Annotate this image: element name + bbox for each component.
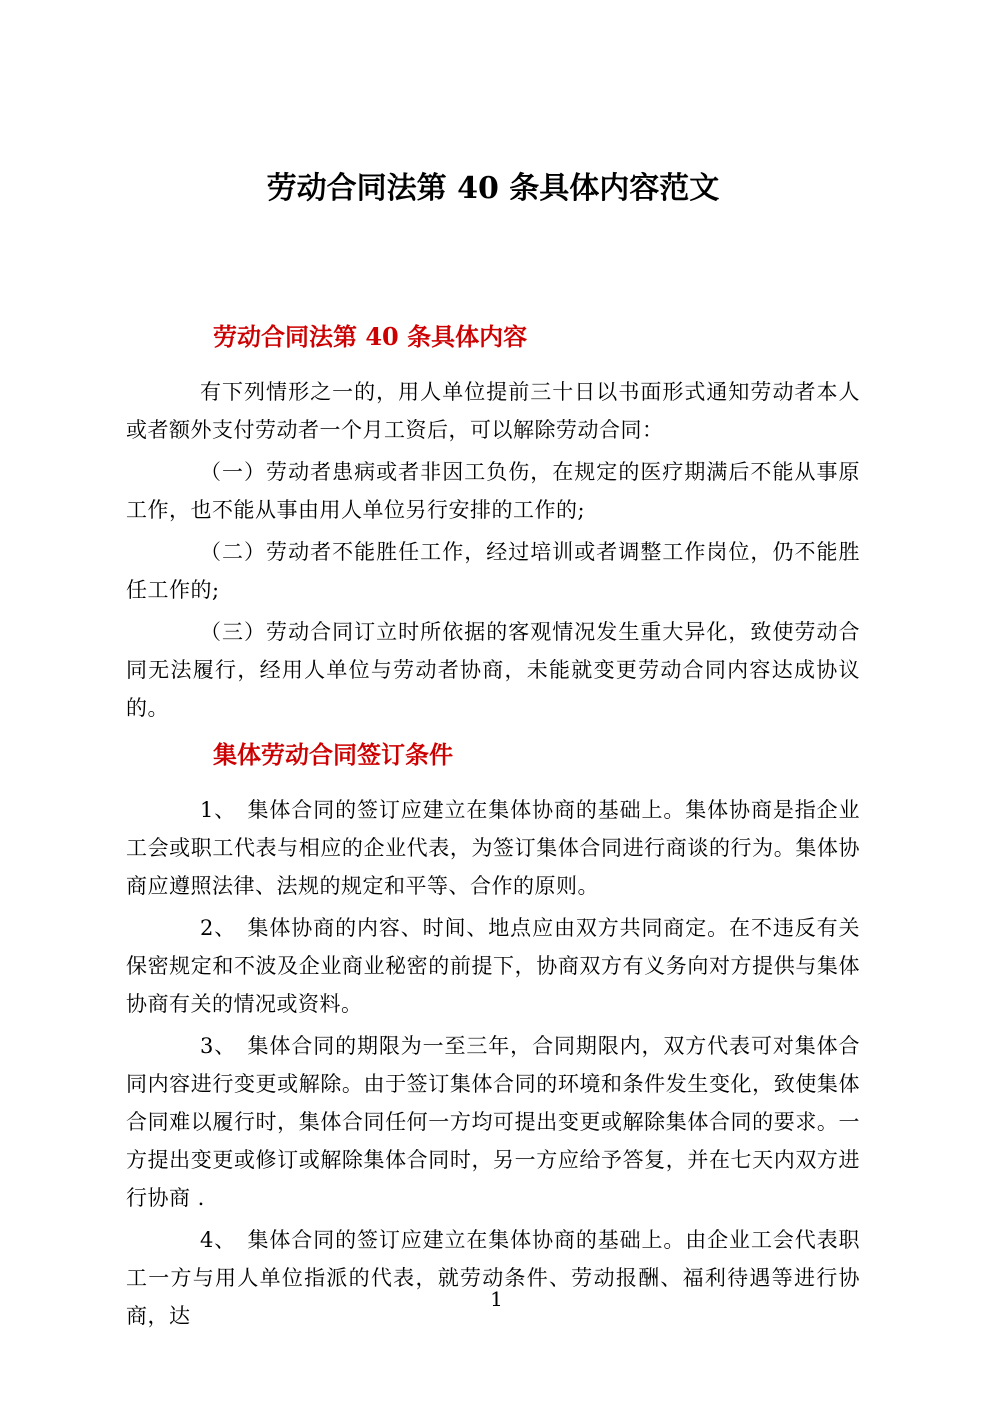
list-item-1: 1、 集体合同的签订应建立在集体协商的基础上。集体协商是指企业工会或职工代表与相应的企业代表，为签订集体合同进行商谈的行为。集体协商应遵照法律、法规的规定和平等、合作的原则。 xyxy=(126,798,860,898)
paragraph: （二）劳动者不能胜任工作，经过培训或者调整工作岗位，仍不能胜任工作的; xyxy=(126,540,860,602)
paragraph: （三）劳动合同订立时所依据的客观情况发生重大异化，致使劳动合同无法履行，经用人单位与劳动者协商，未能就变更劳动合同内容达成协议的。 xyxy=(126,620,860,720)
list-item-4: 4、 集体合同的签订应建立在集体协商的基础上。由企业工会代表职工一方与用人单位指派的代表，就劳动条件、劳动报酬、福利待遇等进行协商，达 xyxy=(126,1228,860,1328)
section-collective-contract xyxy=(126,737,860,1335)
document-title: 劳动合同法第 40 条具体内容范文 xyxy=(266,171,720,206)
list-item-3: 3、 集体合同的期限为一至三年，合同期限内，双方代表可对集体合同内容进行变更或解除。由于签订集体合同的环境和条件发生变化，致使集体合同难以履行时，集体合同任何一方均可提出变更或解除集体合同的要求。一方提出变更或修订或解除集体合同时，另一方应给予答复，并在七天内双方进行协商 . xyxy=(126,1034,860,1210)
section-heading-collective-contract: 集体劳动合同签订条件 xyxy=(213,740,453,769)
paragraph: （一）劳动者患病或者非因工负伤，在规定的医疗期满后不能从事原工作，也不能从事由用人单位另行安排的工作的; xyxy=(126,460,860,522)
page-number: 1 xyxy=(490,1287,503,1311)
list-item-2: 2、 集体协商的内容、时间、地点应由双方共同商定。在不违反有关保密规定和不波及企业商业秘密的前提下，协商双方有义务向对方提供与集体协商有关的情况或资料。 xyxy=(126,916,860,1016)
paragraph: 有下列情形之一的，用人单位提前三十日以书面形式通知劳动者本人或者额外支付劳动者一个月工资后，可以解除劳动合同： xyxy=(126,380,860,442)
section-article-40 xyxy=(126,319,860,727)
section-heading-article-40: 劳动合同法第 40 条具体内容 xyxy=(213,322,528,351)
